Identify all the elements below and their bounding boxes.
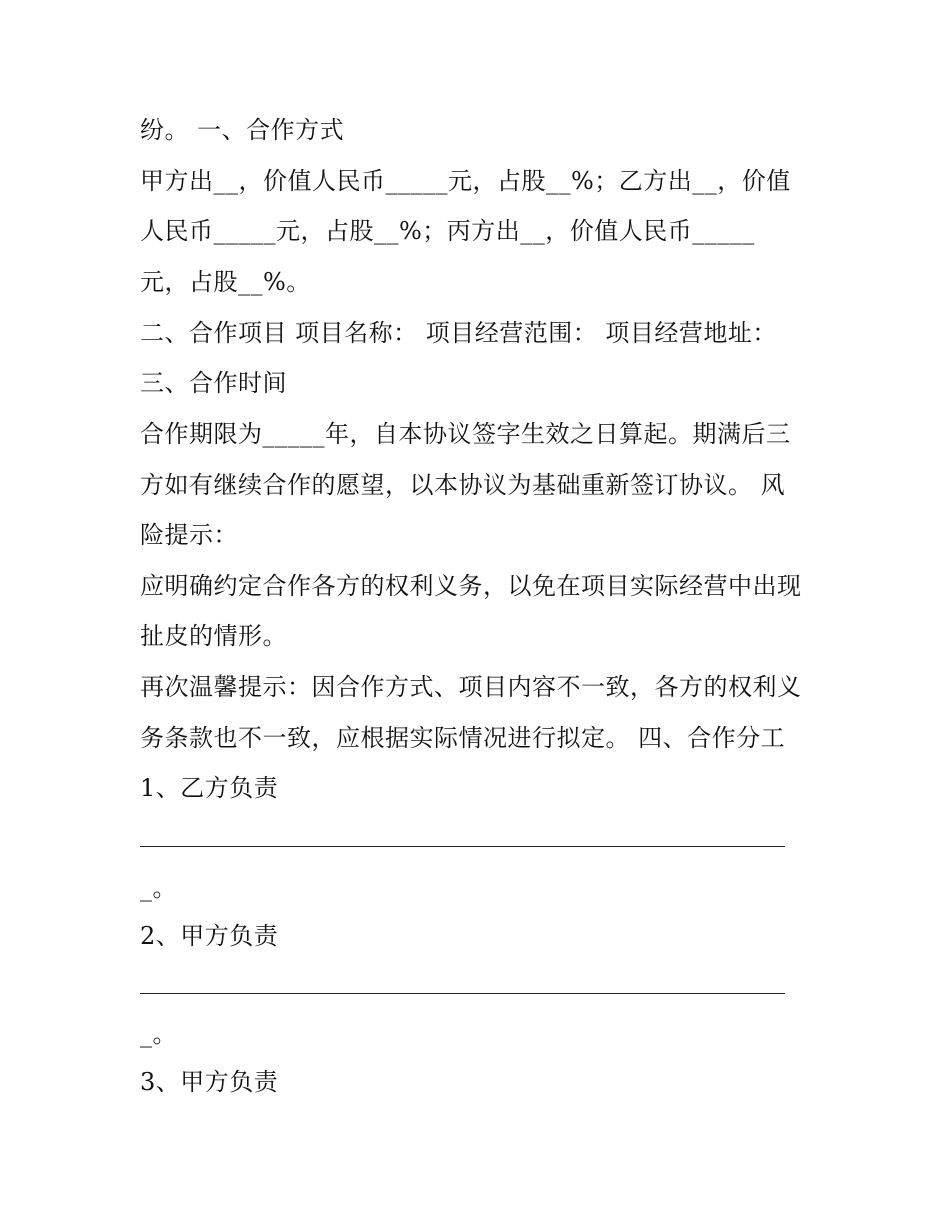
fill-in-blank-line [140,993,785,994]
text-line: 纷。 一、合作方式 [140,116,345,144]
text-line: _。 [140,874,177,902]
list-item: 3、甲方负责 [140,1068,279,1096]
text-line: 人民币_____元，占股__%；丙方出__，价值人民币_____ [140,217,755,245]
section-heading: 二、合作项目 项目名称： 项目经营范围： 项目经营地址： [140,319,777,347]
text-line: 务条款也不一致，应根据实际情况进行拟定。 四、合作分工 [140,724,786,752]
list-item: 1、乙方负责 [140,774,279,802]
text-line: 应明确约定合作各方的权利义务，以免在项目实际经营中出现 [140,572,802,600]
text-line: 元，占股__%。 [140,268,311,296]
section-heading: 三、合作时间 [140,369,287,397]
text-line: 险提示： [140,521,238,549]
text-line: 方如有继续合作的愿望，以本协议为基础重新签订协议。 风 [140,471,786,499]
fill-in-blank-line [140,846,785,847]
text-line: _。 [140,1020,177,1048]
list-item: 2、甲方负责 [140,922,279,950]
text-line: 再次温馨提示：因合作方式、项目内容不一致，各方的权利义 [140,673,802,701]
text-line: 甲方出__，价值人民币_____元，占股__%；乙方出__，价值 [140,167,791,195]
text-line: 扯皮的情形。 [140,622,287,650]
text-line: 合作期限为_____年，自本协议签字生效之日算起。期满后三 [140,420,791,448]
